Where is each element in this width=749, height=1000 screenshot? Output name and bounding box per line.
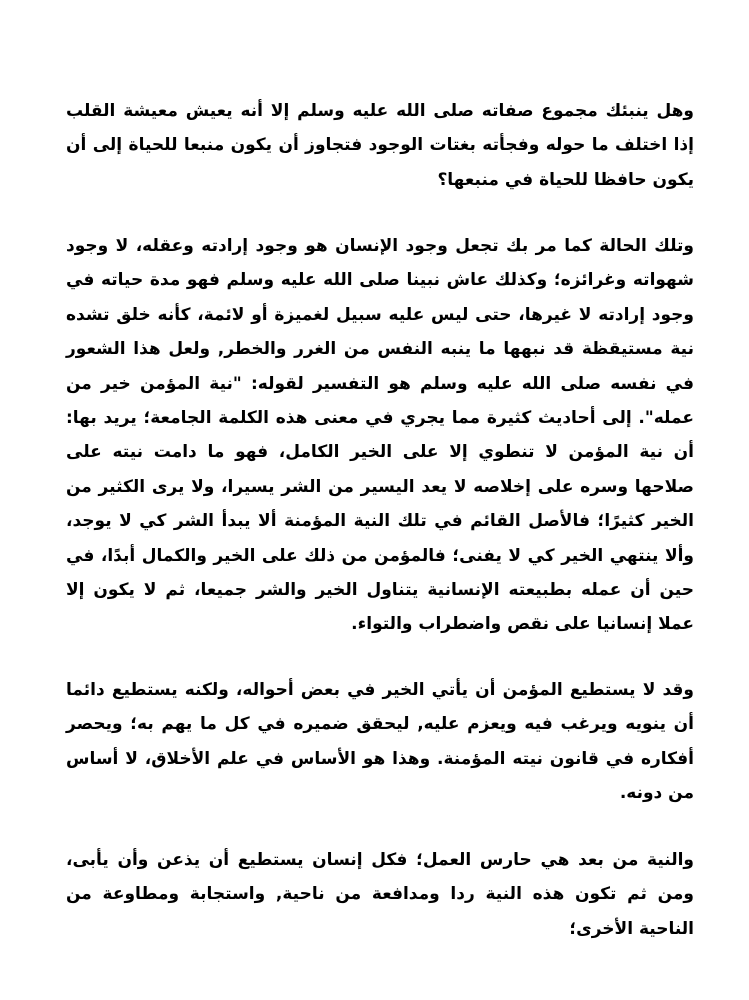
paragraph-4: والنية من بعد هي حارس العمل؛ فكل إنسان يستطيع أن يذعن وأن يأبى، ومن ثم تكون هذه النية ردا ومدافعة من ناحية, واستجابة ومطاوعة من الناحية الأخرى؛ (66, 850, 694, 939)
paragraph-2: وتلك الحالة كما مر بك تجعل وجود الإنسان هو وجود إرادته وعقله، لا وجود شهواته وغرائزه؛ وكذلك عاش نبينا صلى الله عليه وسلم فهو مدة حياته في وجود إرادته لا غيرها، حتى ليس عليه سبيل لغميزة أو لائمة، كأنه خلق تشده نية مستيقظة قد نبهها ما ينبه النفس من الغرر والخطر, ولعل هذا الشعور في نفسه صلى الله عليه وسلم هو التفسير لقوله: "نية المؤمن خير من عمله". إلى أحاديث كثيرة مما يجري في معنى هذه الكلمة الجامعة؛ يريد بها: أن نية المؤمن لا تنطوي إلا على الخير الكامل، فهو ما دامت نيته على صلاحها وسره على إخلاصه لا يعد اليسير من الشر يسيرا، ولا يرى الكثير من الخير كثيرًا؛ فالأصل القائم في تلك النية المؤمنة ألا يبدأ الشر كي لا يوجد، وألا ينتهي الخير كي لا يفنى؛ فالمؤمن من ذلك على الخير والكمال أبدًا، في حين أن عمله بطبيعته الإنسانية يتناول الخير والشر جميعا، ثم لا يكون إلا عملا إنسانيا على نقص واضطراب والتواء. (66, 236, 694, 635)
paragraph-1: وهل ينبئك مجموع صفاته صلى الله عليه وسلم إلا أنه يعيش معيشة القلب إذا اختلف ما حوله وفجأته بغتات الوجود فتجاوز أن يكون منبعا للحياة إلى أن يكون حافظا للحياة في منبعها؟ (66, 101, 694, 190)
paragraph-3: وقد لا يستطيع المؤمن أن يأتي الخير في بعض أحواله، ولكنه يستطيع دائما أن ينويه ويرغب فيه ويعزم عليه, ليحقق ضميره في كل ما يهم به؛ ويحصر أفكاره في قانون نيته المؤمنة. وهذا هو الأساس في علم الأخلاق، لا أساس من دونه. (66, 680, 694, 804)
